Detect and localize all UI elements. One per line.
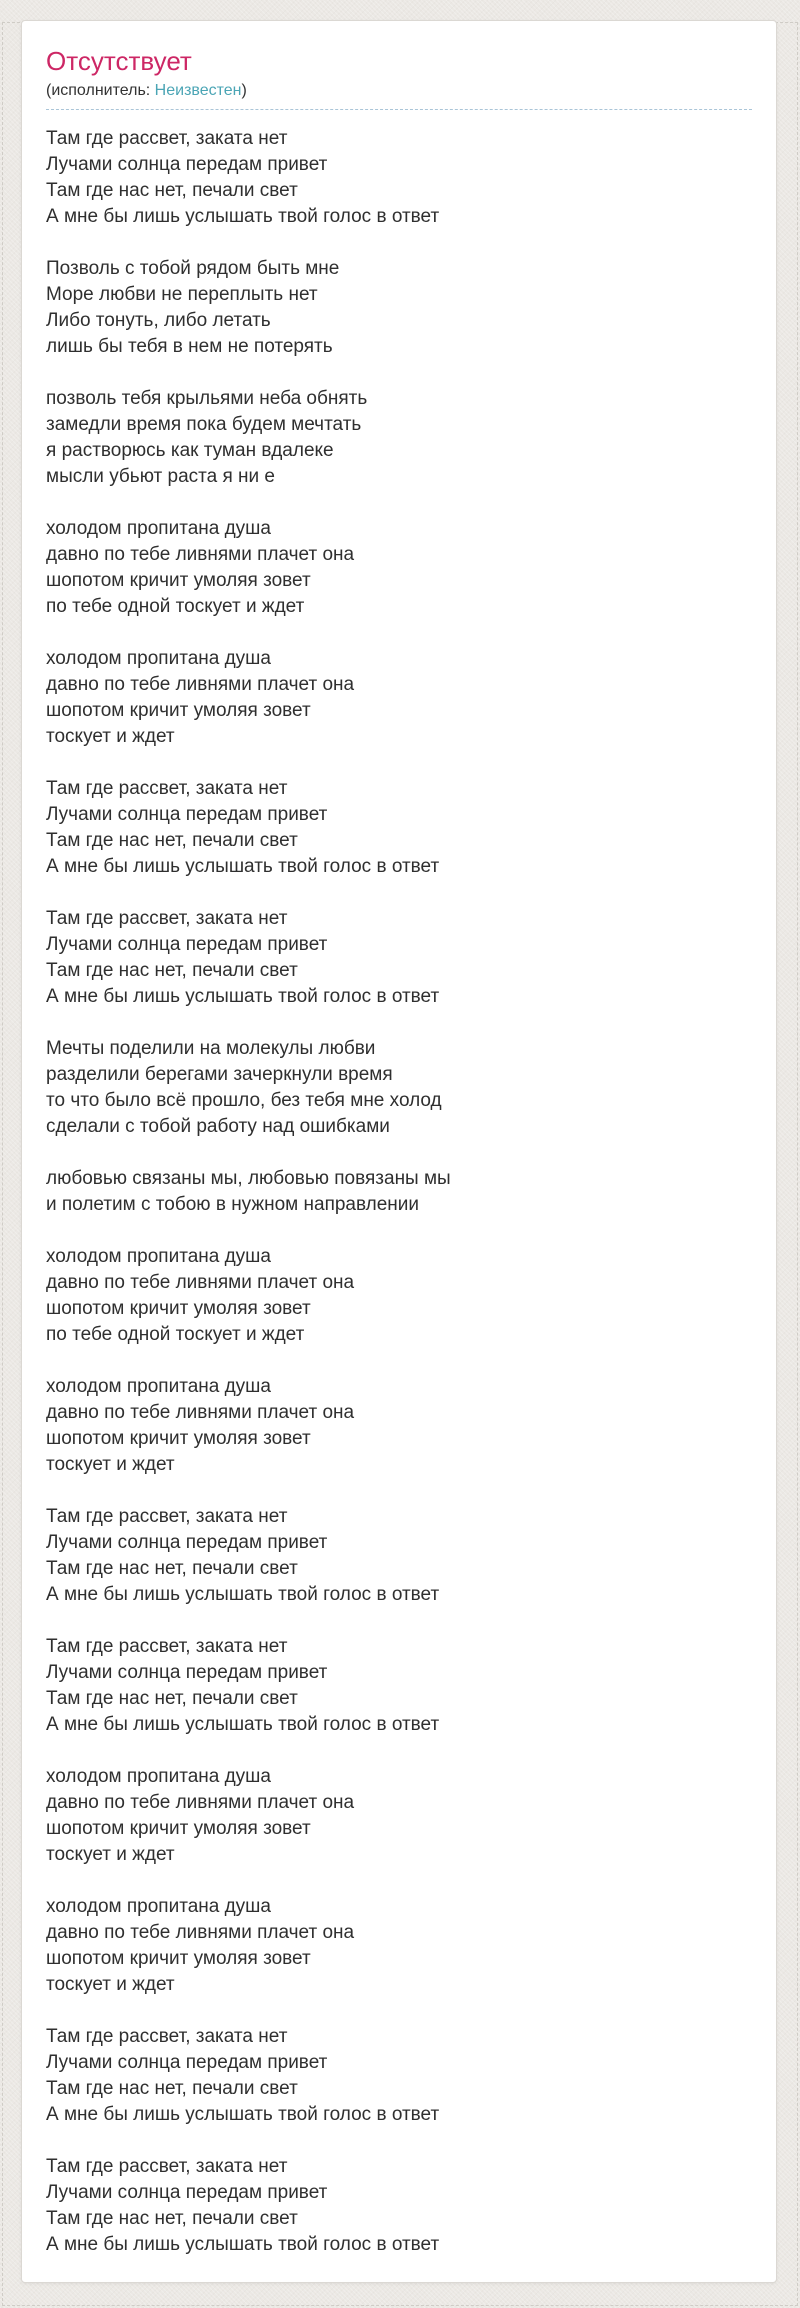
lyric-line: Там где рассвет, заката нет: [46, 778, 288, 799]
lyrics-stanza: [46, 1504, 752, 1608]
lyric-line: я растворюсь как туман вдалеке: [46, 440, 334, 461]
lyric-line: Позволь с тобой рядом быть мне: [46, 258, 340, 279]
lyrics: [46, 126, 752, 2258]
lyric-line: Там где нас нет, печали свет: [46, 1688, 298, 1709]
lyric-line: холодом пропитана душа: [46, 1376, 271, 1397]
lyric-line: Там где нас нет, печали свет: [46, 960, 298, 981]
lyric-line: А мне бы лишь услышать твой голос в ответ: [46, 1714, 440, 1735]
lyric-line: Там где нас нет, печали свет: [46, 1558, 298, 1579]
lyrics-stanza: [46, 1374, 752, 1478]
lyrics-stanza: [46, 2154, 752, 2258]
lyrics-stanza: [46, 1244, 752, 1348]
lyric-line: А мне бы лишь услышать твой голос в ответ: [46, 856, 440, 877]
lyric-line: Лучами солнца передам привет: [46, 934, 328, 955]
lyric-line: Лучами солнца передам привет: [46, 804, 328, 825]
lyric-line: холодом пропитана душа: [46, 648, 271, 669]
lyric-line: Там где нас нет, печали свет: [46, 830, 298, 851]
lyric-line: А мне бы лишь услышать твой голос в ответ: [46, 2104, 440, 2125]
lyric-line: тоскует и ждет: [46, 1974, 175, 1995]
lyrics-stanza: [46, 1894, 752, 1998]
lyric-line: А мне бы лишь услышать твой голос в ответ: [46, 206, 440, 227]
lyric-line: и полетим с тобою в нужном направлении: [46, 1194, 420, 1215]
artist-name-link[interactable]: Неизвестен: [154, 82, 242, 99]
lyric-line: то что было всё прошло, без тебя мне холод: [46, 1090, 442, 1111]
lyrics-card: [21, 20, 777, 2283]
lyric-line: тоскует и ждет: [46, 1844, 175, 1865]
lyrics-stanza: [46, 516, 752, 620]
page-title: [46, 41, 752, 78]
lyric-line: Там где рассвет, заката нет: [46, 2156, 288, 2177]
lyric-line: лишь бы тебя в нем не потерять: [46, 336, 333, 357]
lyric-line: Либо тонуть, либо летать: [46, 310, 271, 331]
lyrics-stanza: [46, 1764, 752, 1868]
lyric-line: давно по тебе ливнями плачет она: [46, 544, 355, 565]
artist-label-suffix: ): [241, 82, 247, 99]
lyric-line: холодом пропитана душа: [46, 1766, 271, 1787]
lyric-line: Там где нас нет, печали свет: [46, 2208, 298, 2229]
lyric-line: разделили берегами зачеркнули время: [46, 1064, 393, 1085]
lyric-line: сделали с тобой работу над ошибками: [46, 1116, 390, 1137]
lyric-line: холодом пропитана душа: [46, 1896, 271, 1917]
lyric-line: А мне бы лишь услышать твой голос в ответ: [46, 2234, 440, 2255]
lyrics-stanza: [46, 776, 752, 880]
lyric-line: Там где рассвет, заката нет: [46, 908, 288, 929]
page-background: [0, 20, 800, 2308]
lyric-line: шопотом кричит умоляя зовет: [46, 1948, 311, 1969]
lyric-line: Лучами солнца передам привет: [46, 1532, 328, 1553]
lyric-line: Мечты поделили на молекулы любви: [46, 1038, 376, 1059]
lyrics-stanza: [46, 1036, 752, 1140]
lyric-line: любовью связаны мы, любовью повязаны мы: [46, 1168, 451, 1189]
lyric-line: Лучами солнца передам привет: [46, 1662, 328, 1683]
lyric-line: шопотом кричит умоляя зовет: [46, 1818, 311, 1839]
lyric-line: позволь тебя крыльями неба обнять: [46, 388, 368, 409]
lyric-line: шопотом кричит умоляя зовет: [46, 1298, 311, 1319]
lyric-line: Море любви не переплыть нет: [46, 284, 318, 305]
lyric-line: мысли убьют раста я ни е: [46, 466, 275, 487]
lyric-line: Лучами солнца передам привет: [46, 154, 328, 175]
lyric-line: холодом пропитана душа: [46, 518, 271, 539]
lyrics-stanza: [46, 256, 752, 360]
lyric-line: по тебе одной тоскует и ждет: [46, 596, 305, 617]
lyric-line: Там где рассвет, заката нет: [46, 128, 288, 149]
lyric-line: замедли время пока будем мечтать: [46, 414, 362, 435]
lyric-line: тоскует и ждет: [46, 726, 175, 747]
lyric-line: Лучами солнца передам привет: [46, 2052, 328, 2073]
lyrics-stanza: [46, 1634, 752, 1738]
lyric-line: давно по тебе ливнями плачет она: [46, 1922, 355, 1943]
lyrics-stanza: [46, 126, 752, 230]
lyric-line: А мне бы лишь услышать твой голос в ответ: [46, 1584, 440, 1605]
song-title-link[interactable]: Отсутствует: [46, 46, 192, 76]
lyric-line: холодом пропитана душа: [46, 1246, 271, 1267]
lyric-line: шопотом кричит умоляя зовет: [46, 700, 311, 721]
artist-label-prefix: (исполнитель:: [46, 82, 155, 99]
lyrics-stanza: [46, 2024, 752, 2128]
lyric-line: шопотом кричит умоляя зовет: [46, 570, 311, 591]
lyric-line: давно по тебе ливнями плачет она: [46, 1792, 355, 1813]
lyric-line: Там где нас нет, печали свет: [46, 2078, 298, 2099]
lyrics-stanza: [46, 646, 752, 750]
lyric-line: Там где рассвет, заката нет: [46, 1506, 288, 1527]
lyrics-stanza: [46, 386, 752, 490]
lyric-line: А мне бы лишь услышать твой голос в ответ: [46, 986, 440, 1007]
lyric-line: Лучами солнца передам привет: [46, 2182, 328, 2203]
lyric-line: шопотом кричит умоляя зовет: [46, 1428, 311, 1449]
lyric-line: Там где рассвет, заката нет: [46, 2026, 288, 2047]
lyric-line: Там где нас нет, печали свет: [46, 180, 298, 201]
lyric-line: давно по тебе ливнями плачет она: [46, 1402, 355, 1423]
artist-row: [46, 78, 752, 110]
lyric-line: давно по тебе ливнями плачет она: [46, 1272, 355, 1293]
lyric-line: Там где рассвет, заката нет: [46, 1636, 288, 1657]
lyric-line: по тебе одной тоскует и ждет: [46, 1324, 305, 1345]
lyric-line: тоскует и ждет: [46, 1454, 175, 1475]
lyrics-stanza: [46, 906, 752, 1010]
lyric-line: давно по тебе ливнями плачет она: [46, 674, 355, 695]
lyrics-stanza: [46, 1166, 752, 1218]
